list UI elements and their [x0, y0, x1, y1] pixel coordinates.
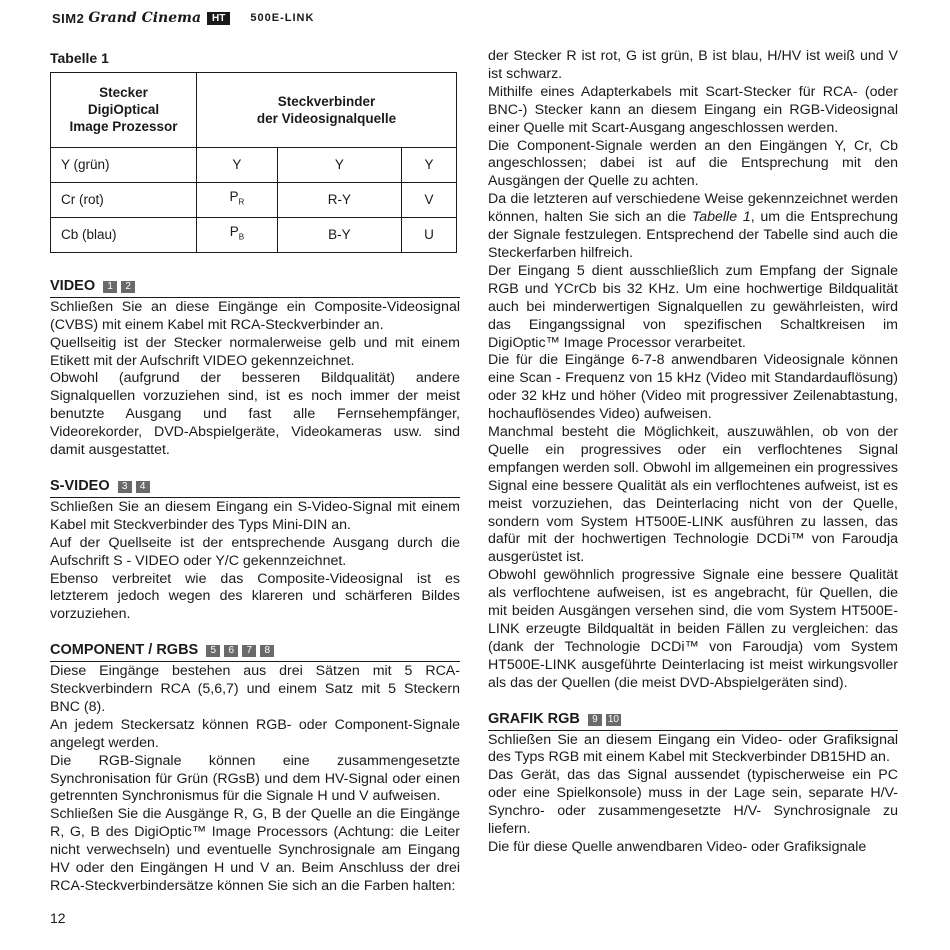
brand-grand-cinema: Grand Cinema — [88, 10, 202, 26]
brand-ht-badge: HT — [207, 12, 230, 25]
paragraph: Schließen Sie an diesem Eingang ein S-Video-Signal mit einem Kabel mit Steckverbinder des Typs Mini-DIN an. — [50, 498, 460, 533]
paragraph: Manchmal besteht die Möglichkeit, auszuwählen, ob von der Quelle ein progressives oder ein verflochtenes Signal empfangen werden soll. Obwohl im allgemeinen ein progressives Signal eine bessere Qualität als ein verflochtenes aufweist, ist es meist vorzuziehen, das Deinterlacing nicht von der Quelle, sondern vom System HT500E-LINK ausführen zu lassen, das dafür mit der hochwertigen Technologie DCDi™ von Faroudja ausgerüstet ist. — [488, 424, 898, 566]
paragraph: Die RGB-Signale können eine zusammengesetzte Synchronisation für Grün (RGsB) und dem HV-Signal oder einen getrennten Synchronismus für die Signale H und V aufweisen. — [50, 752, 460, 805]
paragraph: Das Gerät, das das Signal aussendet (typischerweise ein PC oder eine Spielkonsole) muss in der Lage sein, separate H/V-Synchro- oder zusammengesetzte H/V- Synchrosignale zu liefern. — [488, 767, 898, 838]
paragraph: Obwohl (aufgrund der besseren Bildqualität) andere Signalquellen vorzuziehen sind, ist es noch immer der meist benutzte Ausgang und fast alle Fernsehempfänger, Videorekorder, DVD-Abspielgeräte, Videokameras usw. sind damit ausgestattet. — [50, 370, 460, 459]
paragraph: Der Eingang 5 dient ausschließlich zum Empfang der Signale RGB und YCrCb bis 32 KHz. Um eine hochwertige Bildqualität auch bei minderwertigen Signalquellen zu gewährleisten, wird das Eingangssignal von spezifischen Schaltkreisen im DigiOptic™ Image Processor verarbeitet. — [488, 262, 898, 351]
paragraph: Auf der Quellseite ist der entsprechende Ausgang durch die Aufschrift S - VIDEO oder Y/C gekennzeichnet. — [50, 534, 460, 569]
right-column — [488, 48, 898, 857]
paragraph: Diese Eingänge bestehen aus drei Sätzen mit 5 RCA-Steckverbindern RCA (5,6,7) und einem Satz mit 5 Steckern BNC (8). — [50, 663, 460, 715]
table-row: Cr (rot) $P_R$ R-Y V — [51, 182, 457, 217]
paragraph: Die Component-Signale werden an den Eingängen Y, Cr, Cb angeschlossen; dabei ist auf die Entsprechung mit den Ausgängen der Quelle zu achten. — [488, 137, 898, 190]
table-header-steckverbinder: Steckverbinder der Videosignalquelle — [197, 72, 457, 147]
input-number-badge: 5 — [206, 645, 220, 657]
input-number-badge: 3 — [118, 481, 132, 493]
input-number-badge: 2 — [121, 281, 135, 293]
paragraph: Obwohl gewöhnlich progressive Signale eine bessere Qualität als verflochtene aufweisen, ist es angebracht, für Quellen, die mit beiden Ausgängen versehen sind, die vom System HT500E-LINK erzeugte Bildqualtät in beiden Fällen zu vergleichen: das (dank der Technologie DCDi™ von Faroudja) vom System HT500E-LINK ausgeführte Deinterlacing ist meist wirkungsvoller als das der Quellen (die meist DVD-Abspielgeräten sind). — [488, 567, 898, 691]
input-number-badge: 1 — [103, 281, 117, 293]
input-number-badge: 4 — [136, 481, 150, 493]
table-reference: Tabelle 1 — [691, 209, 751, 226]
model-name: 500E-LINK — [250, 12, 315, 24]
page-header — [52, 10, 314, 26]
section-heading-component: COMPONENT / RGBS 5 6 7 8 — [50, 642, 460, 662]
section-heading-video: VIDEO 1 2 — [50, 278, 460, 298]
input-number-badge: 9 — [588, 714, 602, 726]
input-number-badge: 7 — [242, 645, 256, 657]
table-caption: Tabelle 1 — [50, 50, 109, 66]
section-heading-grafik-rgb: GRAFIK RGB 9 10 — [488, 711, 898, 731]
paragraph: Die für die Eingänge 6-7-8 anwendbaren Videosignale können eine Scan - Frequenz von 15 kHz (Video mit Standardauflösung) oder 32 kHz und höher (Video mit progressiver Zeilenabtastung, hochauflösendes Video) aufweisen. — [488, 352, 898, 423]
paragraph: Mithilfe eines Adapterkabels mit Scart-Stecker für RCA- (oder BNC-) Stecker kann an diesem Eingang ein RGB-Videosignal einer Quelle mit Scart-Ausgang angeschlossen werden. — [488, 83, 898, 136]
input-number-badge: 8 — [260, 645, 274, 657]
paragraph: Schließen Sie an diesem Eingang ein Video- oder Grafiksignal des Typs RGB mit einem Kabel mit Steckverbinder DB15HD an. — [488, 731, 898, 766]
paragraph: Schließen Sie an diese Eingänge ein Composite-Videosignal (CVBS) mit einem Kabel mit RCA-Steckverbinder an. — [50, 298, 460, 333]
table-row: Y (grün) Y Y Y — [51, 147, 457, 182]
table-row: Cb (blau) $P_B$ B-Y U — [51, 217, 457, 252]
paragraph: Da die letzteren auf verschiedene Weise gekennzeichnet werden können, halten Sie sich an die Tabelle 1, um die Entsprechung der Signale festzulegen. Entsprechend der Tabelle sind auch die Steckerfarben hilfreich. — [488, 191, 898, 261]
table-header-stecker: Stecker DigiOptical Image Prozessor — [51, 72, 197, 147]
paragraph: Die für diese Quelle anwendbaren Video- oder Grafiksignale — [488, 838, 867, 855]
paragraph: Ebenso verbreitet wie das Composite-Videosignal ist es letzterem jedoch wegen des klareren und schärferen Bildes vorzuziehen. — [50, 570, 460, 623]
page-number: 12 — [50, 910, 66, 926]
paragraph: der Stecker R ist rot, G ist grün, B ist blau, H/HV ist weiß und V ist schwarz. — [488, 48, 898, 82]
left-column — [50, 48, 460, 896]
section-heading-svideo: S-VIDEO 3 4 — [50, 478, 460, 498]
input-number-badge: 6 — [224, 645, 238, 657]
input-number-badge: 10 — [607, 713, 619, 725]
paragraph: Quellseitig ist der Stecker normalerweise gelb und mit einem Etikett mit der Aufschrift VIDEO gekennzeichnet. — [50, 334, 460, 369]
brand-sim2: SIM2 — [52, 10, 85, 26]
paragraph: An jedem Steckersatz können RGB- oder Component-Signale angelegt werden. — [50, 716, 460, 751]
connector-table — [50, 72, 457, 253]
paragraph: Schließen Sie die Ausgänge R, G, B der Quelle an die Eingänge R, G, B des DigiOptic™ Image Processors (Achtung: die Leiter nicht verwechseln) und eventuelle Synchrosignale am Eingang HV oder den Eingängen H und V an. Beim Anschluss der drei RCA-Steckverbindersätze können Sie sich an die Farben halten: — [50, 806, 460, 894]
